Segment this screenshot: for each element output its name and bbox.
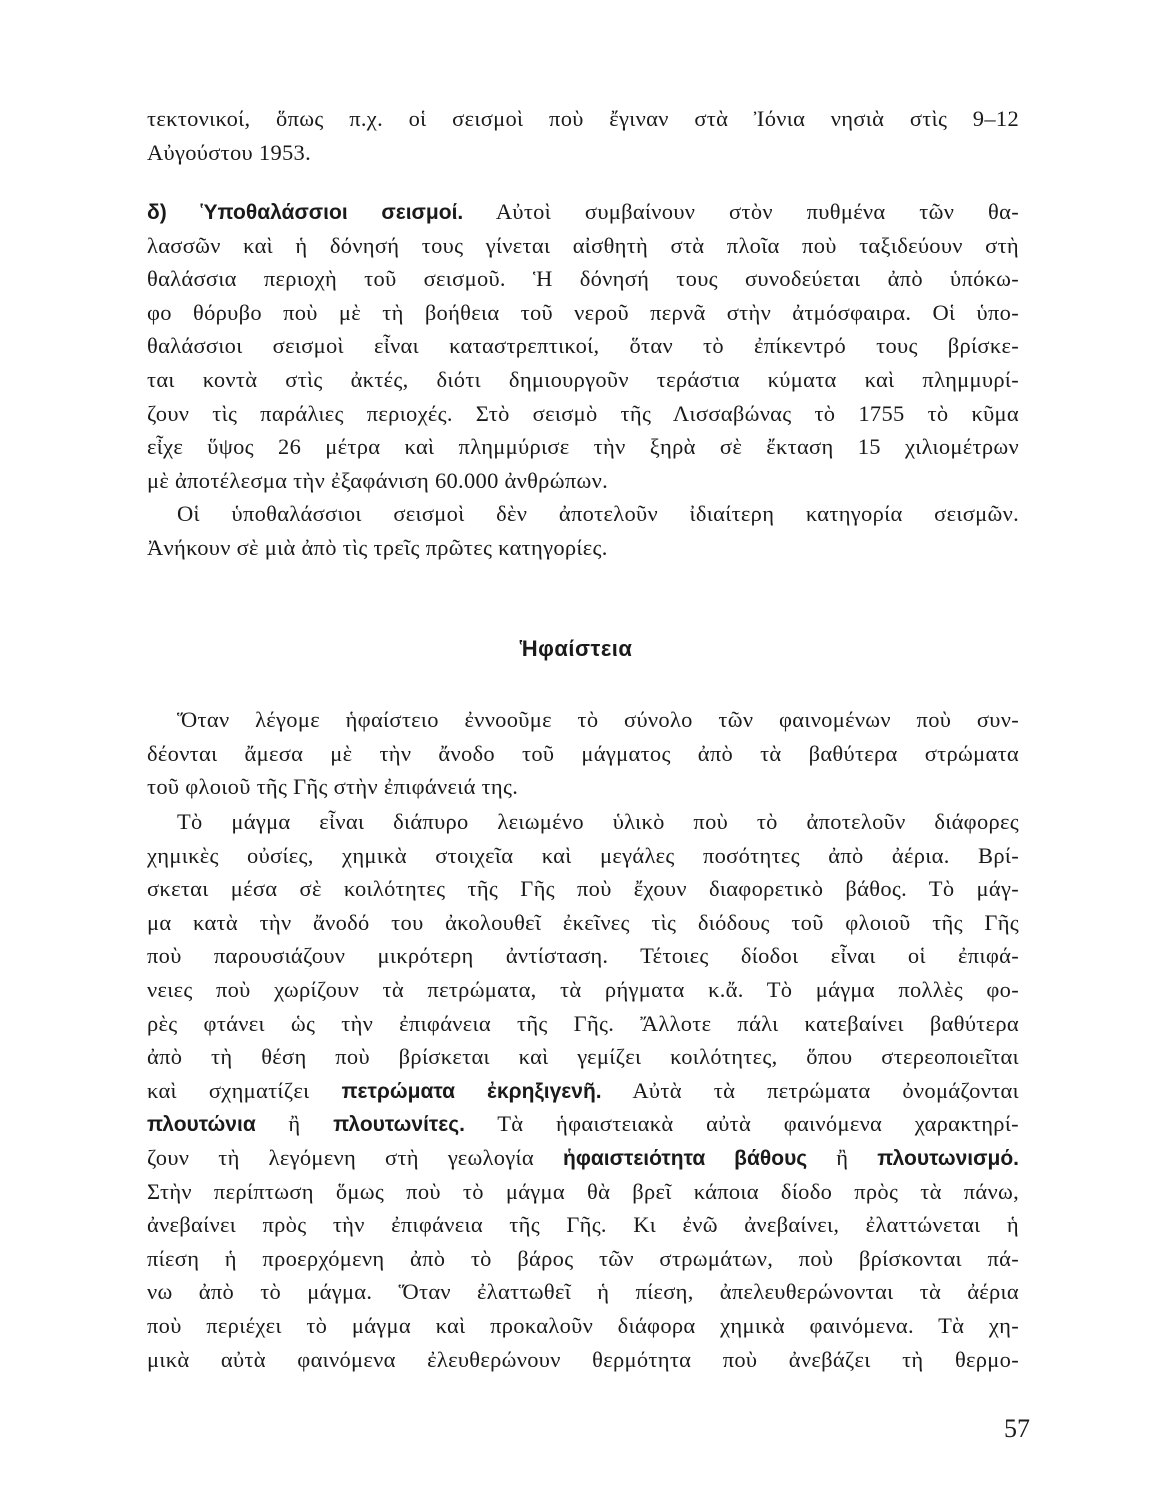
text-line: νω ἀπὸ τὸ μάγμα. Ὅταν ἐλαττωθεῖ ἡ πίεση, ἀπελευθερώνονται τὰ ἀέρια bbox=[147, 1279, 1019, 1305]
text-line: τεκτονικοί, ὅπως π.χ. οἱ σεισμοὶ ποὺ ἔγιναν στὰ Ἰόνια νησιὰ στὶς 9–12 bbox=[147, 106, 1019, 131]
text-line: μὲ ἀποτέλεσμα τὴν ἐξαφάνιση 60.000 ἀνθρώπων. bbox=[147, 467, 608, 493]
paragraph-submarine-earthquakes bbox=[147, 195, 1019, 565]
text-line: σκεται μέσα σὲ κοιλότητες τῆς Γῆς ποὺ ἔχουν διαφορετικὸ βάθος. Τὸ μάγ- bbox=[147, 876, 1019, 902]
bold-term: ἡφαιστειότητα βάθους bbox=[563, 1146, 808, 1170]
text-line bbox=[147, 1141, 1019, 1175]
text-line: τοῦ φλοιοῦ τῆς Γῆς στὴν ἐπιφάνειά της. bbox=[147, 774, 519, 800]
text-line: ἀνεβαίνει πρὸς τὴν ἐπιφάνεια τῆς Γῆς. Κι ἐνῶ ἀνεβαίνει, ἐλαττώνεται ἡ bbox=[147, 1212, 1019, 1238]
bold-term: πετρώματα ἐκρηξιγενῆ. bbox=[341, 1079, 602, 1103]
text-span: ἢ bbox=[836, 1144, 849, 1170]
text-line: λασσῶν καὶ ἡ δόνησή τους γίνεται αἰσθητὴ στὰ πλοῖα ποὺ ταξιδεύουν στὴ bbox=[147, 232, 1019, 258]
text-line: νειες ποὺ χωρίζουν τὰ πετρώματα, τὰ ρήγματα κ.ἄ. Τὸ μάγμα πολλὲς φο- bbox=[147, 976, 1019, 1002]
text-line bbox=[147, 1107, 1019, 1141]
page-number: 57 bbox=[1004, 1414, 1030, 1443]
text-line: ποὺ περιέχει τὸ μάγμα καὶ προκαλοῦν διάφορα χημικὰ φαινόμενα. Τὰ χη- bbox=[147, 1312, 1019, 1338]
text-line: φο θόρυβο ποὺ μὲ τὴ βοήθεια τοῦ νεροῦ περνᾶ στὴν ἀτμόσφαιρα. Οἱ ὑπο- bbox=[147, 299, 1019, 325]
paragraph-magma bbox=[147, 805, 1019, 1376]
subsection-title: δ) Ὑποθαλάσσιοι σεισμοί. bbox=[147, 201, 464, 224]
text-line: ρὲς φτάνει ὡς τὴν ἐπιφάνεια τῆς Γῆς. Ἄλλοτε πάλι κατεβαίνει βαθύτερα bbox=[147, 1010, 1019, 1036]
text-line: Ὅταν λέγομε ἡφαίστειο ἐννοοῦμε τὸ σύνολο τῶν φαινομένων ποὺ συν- bbox=[177, 707, 1019, 732]
text-line: μικὰ αὐτὰ φαινόμενα ἐλευθερώνουν θερμότητα ποὺ ἀνεβάζει τὴ θερμο- bbox=[147, 1346, 1019, 1372]
text-line: εἶχε ὕψος 26 μέτρα καὶ πλημμύρισε τὴν ξηρὰ σὲ ἔκταση 15 χιλιομέτρων bbox=[147, 434, 1019, 460]
text-line: χημικὲς οὐσίες, χημικὰ στοιχεῖα καὶ μεγάλες ποσότητες ἀπὸ ἀέρια. Βρί- bbox=[147, 842, 1019, 868]
text-line: Στὴν περίπτωση ὅμως ποὺ τὸ μάγμα θὰ βρεῖ κάποια δίοδο πρὸς τὰ πάνω, bbox=[147, 1178, 1019, 1204]
text-span: καὶ σχηματίζει bbox=[147, 1077, 310, 1103]
text-span: ζουν τὴ λεγόμενη στὴ γεωλογία bbox=[147, 1144, 534, 1170]
text-line: Οἱ ὑποθαλάσσιοι σεισμοὶ δὲν ἀποτελοῦν ἰδιαίτερη κατηγορία σεισμῶν. bbox=[177, 501, 1019, 527]
text-line: ζουν τὶς παράλιες περιοχές. Στὸ σεισμὸ τῆς Λισσαβώνας τὸ 1755 τὸ κῦμα bbox=[147, 400, 1019, 426]
text-line: πίεση ἡ προερχόμενη ἀπὸ τὸ βάρος τῶν στρωμάτων, ποὺ βρίσκονται πά- bbox=[147, 1245, 1019, 1271]
text-line bbox=[147, 195, 1019, 229]
text-line: Ἀνήκουν σὲ μιὰ ἀπὸ τὶς τρεῖς πρῶτες κατηγορίες. bbox=[147, 534, 608, 560]
text-span: ἢ bbox=[288, 1111, 301, 1137]
text-line bbox=[147, 1074, 1019, 1108]
text-line: Αὐγούστου 1953. bbox=[147, 139, 312, 165]
bold-term: πλουτωνισμό. bbox=[877, 1146, 1019, 1170]
paragraph-volcano-definition bbox=[147, 703, 1019, 804]
bold-term: πλουτωνίτες. bbox=[333, 1113, 465, 1137]
text-line: θαλάσσιοι σεισμοὶ εἶναι καταστρεπτικοί, ὅταν τὸ ἐπίκεντρό τους βρίσκε- bbox=[147, 333, 1019, 359]
text-span: Αὐτὰ τὰ πετρώματα ὀνομάζονται bbox=[632, 1077, 1019, 1103]
text-span: Αὐτοὶ συμβαίνουν στὸν πυθμένα τῶν θα- bbox=[495, 199, 1019, 224]
text-line: ποὺ παρουσιάζουν μικρότερη ἀντίσταση. Τέτοιες δίοδοι εἶναι οἱ ἐπιφά- bbox=[147, 943, 1019, 969]
text-line: θαλάσσια περιοχὴ τοῦ σεισμοῦ. Ἡ δόνησή τους συνοδεύεται ἀπὸ ὑπόκω- bbox=[147, 266, 1019, 292]
bold-term: πλουτώνια bbox=[147, 1113, 256, 1137]
text-line: μα κατὰ τὴν ἄνοδό του ἀκολουθεῖ ἐκεῖνες τὶς διόδους τοῦ φλοιοῦ τῆς Γῆς bbox=[147, 909, 1019, 935]
text-span: Τὰ ἡφαιστειακὰ αὐτὰ φαινόμενα χαρακτηρί- bbox=[497, 1111, 1019, 1137]
text-line: ται κοντὰ στὶς ἀκτές, διότι δημιουργοῦν τεράστια κύματα καὶ πλημμυρί- bbox=[147, 366, 1019, 392]
paragraph-tectonic-continuation bbox=[147, 102, 1019, 169]
text-line: δέονται ἄμεσα μὲ τὴν ἄνοδο τοῦ μάγματος ἀπὸ τὰ βαθύτερα στρώματα bbox=[147, 740, 1019, 766]
section-heading-volcanoes: Ἡφαίστεια bbox=[519, 636, 633, 661]
text-line: Τὸ μάγμα εἶναι διάπυρο λειωμένο ὑλικὸ ποὺ τὸ ἀποτελοῦν διάφορες bbox=[177, 809, 1019, 834]
text-line: ἀπὸ τὴ θέση ποὺ βρίσκεται καὶ γεμίζει κοιλότητες, ὅπου στερεοποιεῖται bbox=[147, 1044, 1019, 1070]
